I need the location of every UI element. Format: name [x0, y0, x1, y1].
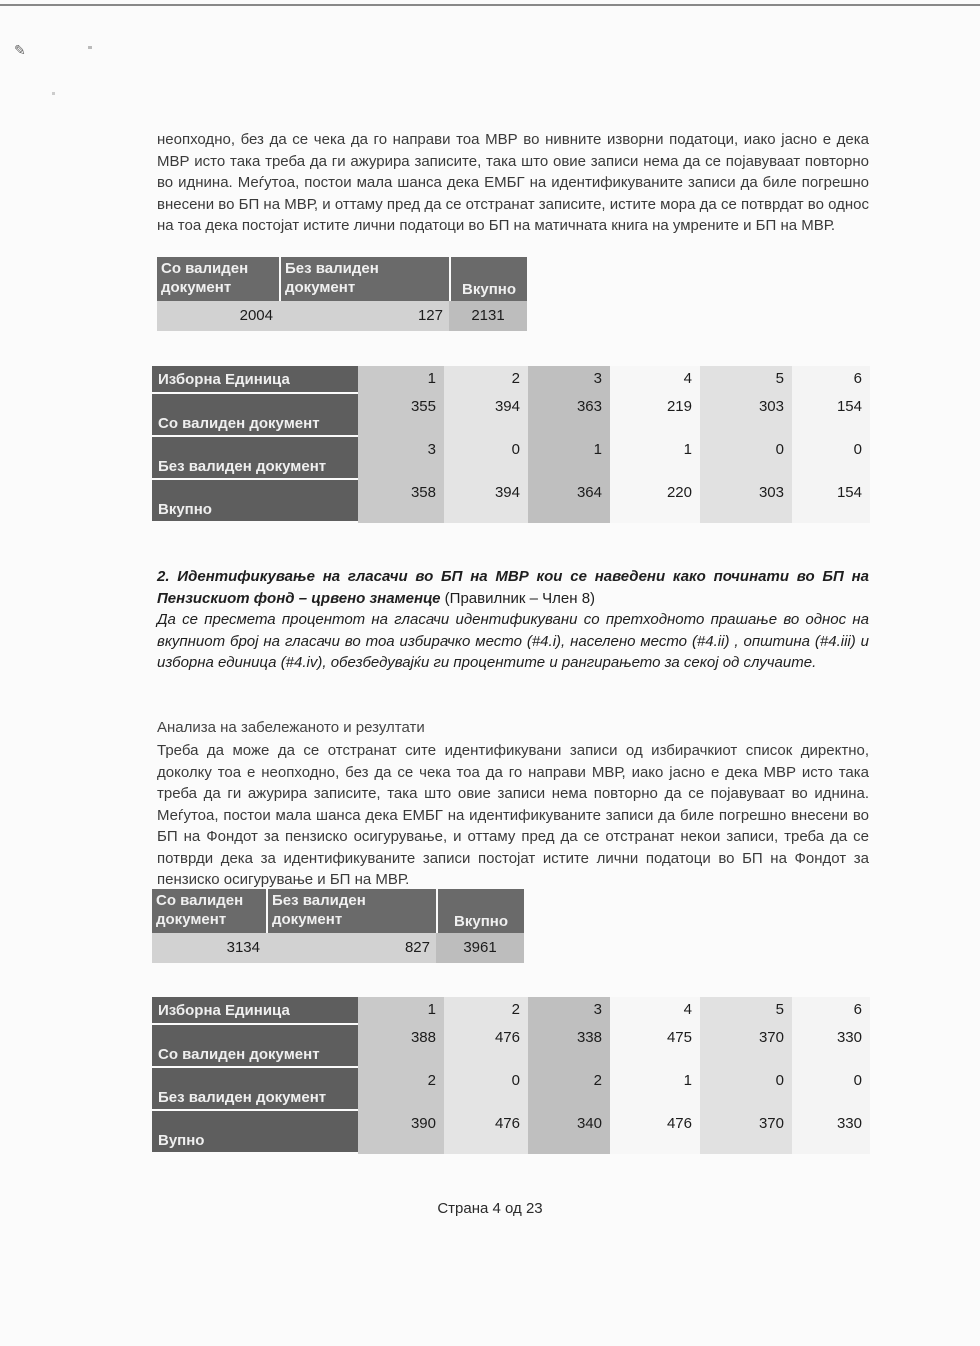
total-cell: 364 — [528, 480, 610, 523]
unit-number-row — [152, 366, 870, 394]
invalid-cell: 1 — [528, 437, 610, 480]
total-cell: 390 — [358, 1111, 444, 1154]
valid-cell: 388 — [358, 1025, 444, 1068]
total-cell: 476 — [444, 1111, 528, 1154]
label-unit: Изборна Единица — [152, 997, 358, 1025]
paragraph-2: Треба да може да се отстранат сите идентификувани записи од избирачкиот список директно, доколку тоа е неопходно, без да се чека тоа да го направи МВР, иако јасно е дека МВР исто така треба да ги ажурира записите, така што овие записи нема повторно да се појавуваат во иднина. Меѓутоа, постои мала шанса дека ЕМБГ на идентификуваните записи да биле погрешно внесени во БП на Фондот за пензиско осигурување, и оттаму пред да се отстранат некои записи, треба да се потврди дека за идентификуваните записи постојат истите лични податоци во БП на Фондот за пензиско осигурување и БП на МВР. — [157, 742, 869, 888]
unit-cell: 4 — [610, 366, 700, 394]
total-cell: 154 — [792, 480, 870, 523]
unit-cell: 1 — [358, 366, 444, 394]
total-row — [152, 1111, 870, 1154]
total-cell: 358 — [358, 480, 444, 523]
unit-table-2 — [152, 997, 870, 1154]
header-invalid: Без валиден документ — [266, 889, 436, 933]
valid-cell: 303 — [700, 394, 792, 437]
scan-speck — [52, 92, 55, 95]
summary-header-row — [152, 889, 524, 933]
label-total: Вупно — [152, 1111, 358, 1154]
unit-cell: 6 — [792, 366, 870, 394]
invalid-cell: 0 — [444, 1068, 528, 1111]
summary-table-2 — [152, 889, 524, 963]
value-valid: 3134 — [226, 939, 260, 956]
valid-cell: 370 — [700, 1025, 792, 1068]
label-valid: Со валиден документ — [152, 394, 358, 437]
paragraph-1: неопходно, без да се чека да го направи тоа МВР во нивните изворни податоци, иако јасно е дека МВР исто така треба да ги ажурира записите, така што овие записи нема да се појавуваат повторно во иднина. Меѓутоа, постои мала шанса дека ЕМБГ на идентификуваните записи да биле погрешно внесени во БП на МВР, и оттаму пред да се отстранат записите, истите мора да се потврдат во однос на тоа дека постојат истите лични податоци во БП на матичната книга на умрените и БП на МВР. — [157, 131, 869, 234]
invalid-cell: 0 — [700, 1068, 792, 1111]
total-cell: 394 — [444, 480, 528, 523]
valid-cell: 338 — [528, 1025, 610, 1068]
total-cell: 303 — [700, 480, 792, 523]
total-cell: 330 — [792, 1111, 870, 1154]
invalid-cell: 1 — [610, 437, 700, 480]
valid-cell: 363 — [528, 394, 610, 437]
header-total — [436, 889, 524, 933]
invalid-cell: 1 — [610, 1068, 700, 1111]
summary-table-1 — [157, 257, 527, 331]
scan-mark: ✎ — [14, 42, 26, 58]
valid-cell: 154 — [792, 394, 870, 437]
header-valid: Со валиден документ — [156, 892, 244, 928]
value-invalid: 127 — [417, 307, 443, 324]
total-cell: 370 — [700, 1111, 792, 1154]
total-cell: 220 — [610, 480, 700, 523]
scan-speck — [88, 46, 92, 49]
total-cell: 476 — [610, 1111, 700, 1154]
section-heading-text: 2. Идентификување на гласачи во БП на МВР кои се наведени како починати во БП на Пензискиот фонд – црвено знаменце — [157, 568, 869, 607]
invalid-cell: 3 — [358, 437, 444, 480]
valid-cell: 475 — [610, 1025, 700, 1068]
label-total: Вкупно — [152, 480, 358, 523]
value-total: 2131 — [449, 301, 527, 331]
unit-number-row — [152, 997, 870, 1025]
header-invalid: Без валиден документ — [279, 257, 449, 301]
summary-value-row — [157, 301, 527, 331]
section-2 — [157, 566, 869, 674]
page-number: Страна 4 од 23 — [437, 1200, 543, 1217]
label-unit: Изборна Единица — [152, 366, 358, 394]
label-invalid: Без валиден документ — [152, 1068, 358, 1111]
label-invalid: Без валиден документ — [152, 437, 358, 480]
unit-cell: 5 — [700, 997, 792, 1025]
unit-cell: 3 — [528, 997, 610, 1025]
unit-cell: 1 — [358, 997, 444, 1025]
header-total — [449, 257, 527, 301]
invalid-cell: 0 — [792, 1068, 870, 1111]
label-valid: Со валиден документ — [152, 1025, 358, 1068]
valid-row — [152, 394, 870, 437]
value-invalid: 827 — [404, 939, 430, 956]
valid-cell: 476 — [444, 1025, 528, 1068]
header-total-label: Вкупно — [454, 913, 508, 930]
header-valid: Со валиден документ — [161, 260, 249, 296]
valid-cell: 394 — [444, 394, 528, 437]
invalid-cell: 2 — [528, 1068, 610, 1111]
invalid-row — [152, 437, 870, 480]
invalid-cell: 0 — [792, 437, 870, 480]
unit-table-1 — [152, 366, 870, 523]
summary-header-row — [157, 257, 527, 301]
invalid-cell: 2 — [358, 1068, 444, 1111]
valid-cell: 330 — [792, 1025, 870, 1068]
unit-cell: 6 — [792, 997, 870, 1025]
summary-value-row — [152, 933, 524, 963]
analysis-title: Анализа на забележаното и резултати — [157, 719, 425, 736]
value-valid: 2004 — [239, 307, 273, 324]
unit-cell: 5 — [700, 366, 792, 394]
invalid-cell: 0 — [700, 437, 792, 480]
total-cell: 340 — [528, 1111, 610, 1154]
total-row — [152, 480, 870, 523]
valid-cell: 219 — [610, 394, 700, 437]
unit-cell: 2 — [444, 997, 528, 1025]
section-heading-ref: (Правилник – Член 8) — [440, 589, 596, 607]
value-total: 3961 — [436, 933, 524, 963]
scan-edge-line — [0, 4, 980, 6]
section-heading — [157, 566, 869, 609]
section-description: Да се пресмета процентот на гласачи идентификувани со претходното прашање во однос на вкупниот број на гласачи во тоа избирачко место (#4.i), населено место (#4.ii) , општина (#4.iii) и изборна единица (#4.iv), обезбедувајќи ги процентите и рангирањето за секој од случаите. — [157, 611, 869, 671]
unit-cell: 2 — [444, 366, 528, 394]
valid-row — [152, 1025, 870, 1068]
valid-cell: 355 — [358, 394, 444, 437]
unit-cell: 4 — [610, 997, 700, 1025]
invalid-row — [152, 1068, 870, 1111]
unit-cell: 3 — [528, 366, 610, 394]
header-total-label: Вкупно — [462, 281, 516, 298]
invalid-cell: 0 — [444, 437, 528, 480]
